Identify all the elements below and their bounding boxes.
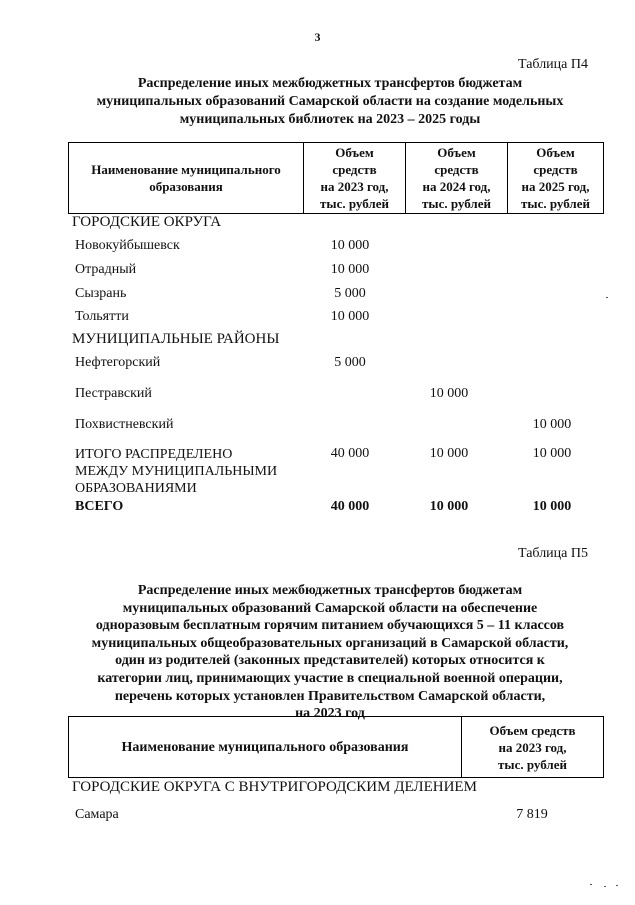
value-2025: 10 000 bbox=[532, 417, 572, 432]
header-2024-cell bbox=[406, 143, 508, 214]
header-name-line: образования bbox=[149, 179, 223, 194]
header-2023-cell bbox=[304, 143, 406, 214]
total-2024: 10 000 bbox=[429, 499, 469, 514]
row-name: Пестравский bbox=[75, 386, 152, 401]
scan-speck bbox=[590, 884, 592, 885]
header-line: Объем bbox=[335, 145, 374, 160]
header-line: Объем bbox=[437, 145, 476, 160]
header-2023-cell bbox=[462, 717, 604, 778]
itogo-2023: 40 000 bbox=[330, 446, 370, 461]
section-urban-districts: ГОРОДСКИЕ ОКРУГА bbox=[72, 214, 222, 230]
header-name-line: Наименование муниципального bbox=[91, 162, 281, 177]
header-line: тыс. рублей bbox=[320, 196, 389, 211]
total-2023: 40 000 bbox=[330, 499, 370, 514]
value-2023: 5 000 bbox=[334, 355, 366, 370]
section-urban-with-division: ГОРОДСКИЕ ОКРУГА С ВНУТРИГОРОДСКИМ ДЕЛЕНИЕМ bbox=[72, 779, 477, 795]
row-name: Похвистневский bbox=[75, 417, 174, 432]
table-p4-title-line: муниципальных библиотек на 2023 – 2025 годы bbox=[179, 112, 481, 127]
total-label: ВСЕГО bbox=[75, 499, 124, 514]
table-p5-title-line: муниципальных общеобразовательных организаций в Самарской области, bbox=[91, 635, 569, 651]
itogo-2024: 10 000 bbox=[429, 446, 469, 461]
header-name-cell bbox=[69, 143, 304, 214]
table-p4-label: Таблица П4 bbox=[518, 57, 588, 72]
header-name-cell: Наименование муниципального образования bbox=[69, 717, 462, 778]
scan-speck bbox=[606, 297, 608, 298]
table-p5-title-line: муниципальных образований Самарской области на обеспечение bbox=[122, 600, 538, 616]
row-name: Тольятти bbox=[75, 309, 129, 324]
row-name: Отрадный bbox=[75, 262, 137, 277]
header-line: тыс. рублей bbox=[521, 196, 590, 211]
row-name: Нефтегорский bbox=[75, 355, 161, 370]
header-line: средств bbox=[332, 162, 377, 177]
page-number: 3 bbox=[314, 30, 321, 44]
header-line: средств bbox=[434, 162, 479, 177]
row-name: Новокуйбышевск bbox=[75, 238, 180, 253]
table-p5-title bbox=[30, 582, 630, 723]
header-line: средств bbox=[533, 162, 578, 177]
value-2023: 10 000 bbox=[330, 309, 370, 324]
section-municipal-districts: МУНИЦИПАЛЬНЫЕ РАЙОНЫ bbox=[72, 331, 280, 347]
header-line: на 2023 год, bbox=[498, 739, 567, 755]
scan-speck bbox=[604, 886, 606, 887]
value-2023: 5 000 bbox=[334, 286, 366, 301]
table-p5-title-line: Распределение иных межбюджетных трансфертов бюджетам bbox=[137, 583, 523, 598]
itogo-label-line: ИТОГО РАСПРЕДЕЛЕНО bbox=[75, 447, 233, 462]
table-p5-title-line: одноразовым бесплатным горячим питанием обучающихся 5 – 11 классов bbox=[95, 618, 565, 634]
header-line: тыс. рублей bbox=[498, 756, 567, 772]
header-line: тыс. рублей bbox=[422, 196, 491, 211]
header-line: Объем bbox=[536, 145, 575, 160]
table-p5-label: Таблица П5 bbox=[518, 546, 588, 561]
table-p4-title bbox=[40, 75, 620, 129]
header-line: на 2025 год, bbox=[521, 179, 590, 194]
header-line: на 2023 год, bbox=[320, 179, 389, 194]
itogo-label-line: ОБРАЗОВАНИЯМИ bbox=[75, 481, 197, 496]
table-p5-title-line: перечень которых установлен Правительством Самарской области, bbox=[114, 688, 546, 704]
header-line: Объем средств bbox=[489, 722, 576, 738]
total-2025: 10 000 bbox=[532, 499, 572, 514]
value-2023: 10 000 bbox=[330, 238, 370, 253]
value-2023: 7 819 bbox=[516, 807, 548, 822]
table-p4-title-line: муниципальных образований Самарской области на создание модельных bbox=[96, 94, 564, 109]
row-name: Сызрань bbox=[75, 286, 127, 301]
table-p5-title-line: категории лиц, принимающих участие в специальной военной операции, bbox=[97, 670, 563, 686]
header-2025-cell bbox=[508, 143, 604, 214]
table-p5-header bbox=[68, 716, 604, 778]
scan-speck bbox=[616, 885, 618, 886]
table-p5-title-line: на 2023 год bbox=[295, 706, 365, 722]
value-2023: 10 000 bbox=[330, 262, 370, 277]
itogo-2025: 10 000 bbox=[532, 446, 572, 461]
value-2024: 10 000 bbox=[429, 386, 469, 401]
row-name: Самара bbox=[75, 807, 119, 822]
itogo-label bbox=[75, 446, 277, 497]
table-p4-title-line: Распределение иных межбюджетных трансфертов бюджетам bbox=[137, 76, 523, 91]
itogo-label-line: МЕЖДУ МУНИЦИПАЛЬНЫМИ bbox=[75, 464, 278, 479]
table-p5-title-line: один из родителей (законных представителей) которых относится к bbox=[115, 653, 545, 669]
table-p4-header bbox=[68, 142, 604, 214]
header-line: на 2024 год, bbox=[422, 179, 491, 194]
